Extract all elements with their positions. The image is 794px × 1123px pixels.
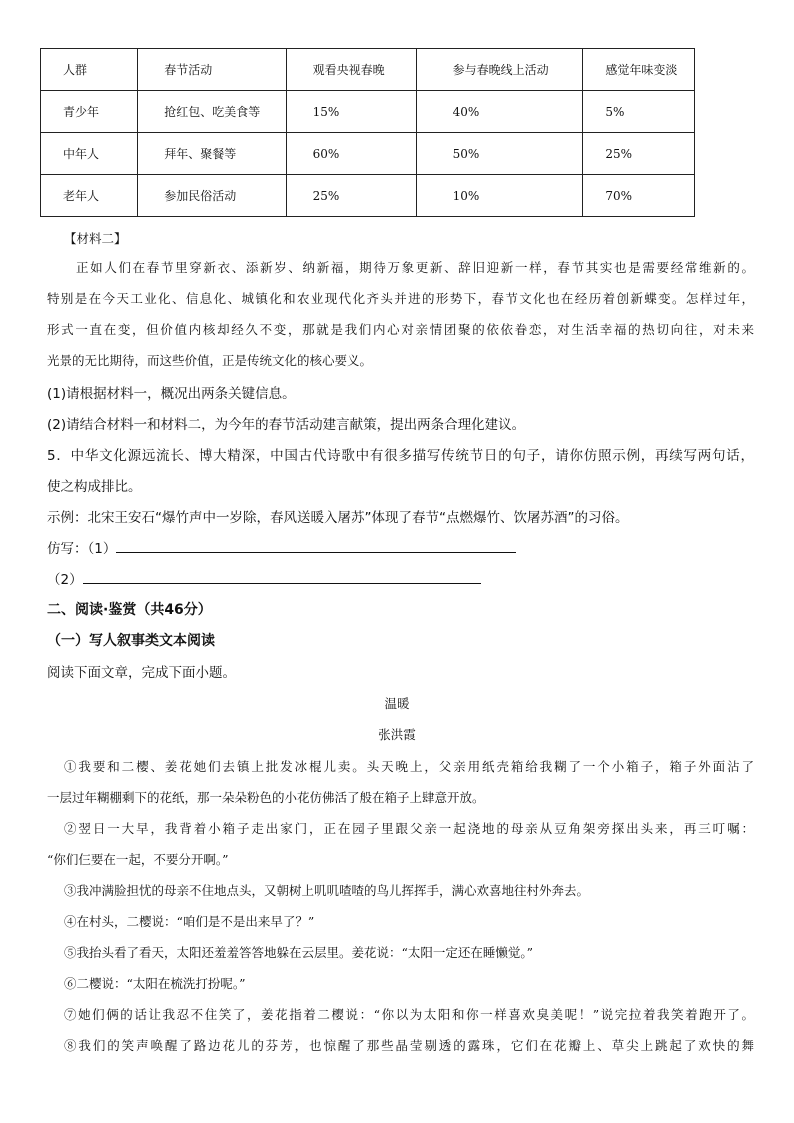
survey-table	[40, 48, 695, 217]
table-cell: 25%	[286, 175, 416, 217]
question-5-line-2: 使之构成排比。	[47, 479, 142, 495]
article-paragraph-7: ⑦她们俩的话让我忍不住笑了，姜花指着二樱说：“你以为太阳和你一样喜欢臭美呢！”说完拉着我笑着跑开了。	[64, 1007, 754, 1022]
table-cell: 5%	[583, 91, 695, 133]
article-paragraph-6: ⑥二樱说：“太阳在梳洗打扮呢。”	[64, 976, 246, 991]
material2-line-1: 正如人们在春节里穿新衣、添新岁、纳新福，期待万象更新、辞旧迎新一样，春节其实也是需要经常维新的。	[76, 260, 754, 275]
question-5-line-1: 5．中华文化源远流长、博大精深，中国古代诗歌中有很多描写传统节日的句子，请你仿照示例，再续写两句话，	[47, 448, 754, 464]
answer-blank-1[interactable]	[116, 540, 516, 553]
table-cell: 拜年、聚餐等	[138, 133, 286, 175]
table-row	[41, 91, 695, 133]
imitate-label: 仿写：（1）	[47, 541, 117, 557]
table-cell: 70%	[583, 175, 695, 217]
material2-heading: 【材料二】	[64, 231, 127, 246]
table-header-cell: 参与春晚线上活动	[416, 49, 583, 91]
article-title: 温暖	[384, 696, 410, 711]
table-header-cell: 人群	[41, 49, 138, 91]
material2-line-3: 形式一直在变，但价值内核却经久不变，那就是我们内心对亲情团聚的依依眷恋，对生活幸福的热切向往，对未来	[47, 322, 754, 337]
question-2: (2)请结合材料一和材料二，为今年的春节活动建言献策，提出两条合理化建议。	[47, 417, 526, 433]
table-row	[41, 175, 695, 217]
section-instruction: 阅读下面文章，完成下面小题。	[47, 665, 236, 681]
table-header-row	[41, 49, 695, 91]
imitate-row-2	[47, 568, 481, 588]
table-cell: 40%	[416, 91, 583, 133]
table-cell: 60%	[286, 133, 416, 175]
table-cell: 50%	[416, 133, 583, 175]
table-row	[41, 133, 695, 175]
material2-line-2: 特别是在今天工业化、信息化、城镇化和农业现代化齐头并进的形势下，春节文化也在经历着创新蝶变。怎样过年，	[47, 291, 754, 306]
table-header-cell: 观看央视春晚	[286, 49, 416, 91]
article-paragraph-4: ④在村头，二樱说：“咱们是不是出来早了？”	[64, 914, 315, 929]
material2-line-4: 光景的无比期待，而这些价值，正是传统文化的核心要义。	[47, 353, 373, 368]
question-1: (1)请根据材料一，概况出两条关键信息。	[47, 386, 296, 402]
section-subtitle: （一）写人叙事类文本阅读	[47, 633, 215, 649]
article-paragraph-3: ③我冲满脸担忧的母亲不住地点头，又朝树上叽叽喳喳的鸟儿挥挥手，满心欢喜地往村外奔去。	[64, 883, 590, 898]
imitate-row-1	[47, 537, 516, 557]
blank-2-label: （2）	[47, 572, 83, 588]
article-paragraph-2-line-1: ②翌日一大早，我背着小箱子走出家门，正在园子里跟父亲一起浇地的母亲从豆角架旁探出头来，再三叮嘱：	[64, 821, 754, 836]
table-cell: 老年人	[41, 175, 138, 217]
article-paragraph-5: ⑤我抬头看了看天，太阳还羞羞答答地躲在云层里。姜花说：“太阳一定还在睡懒觉。”	[64, 945, 534, 960]
example-text: 示例：北宋王安石“爆竹声中一岁除，春风送暖入屠苏”体现了春节“点燃爆竹、饮屠苏酒”的习俗。	[47, 510, 629, 526]
table-cell: 抢红包、吃美食等	[138, 91, 286, 133]
article-paragraph-2-line-2: “你们仨要在一起，不要分开啊。”	[47, 852, 229, 867]
table-header-cell: 感觉年味变淡	[583, 49, 695, 91]
section-title: 二、阅读·鉴赏（共46分）	[47, 602, 212, 618]
table-cell: 参加民俗活动	[138, 175, 286, 217]
article-paragraph-1-line-1: ①我要和二樱、姜花她们去镇上批发冰棍儿卖。头天晚上，父亲用纸壳箱给我糊了一个小箱子，箱子外面沾了	[64, 759, 754, 774]
article-author: 张洪霞	[378, 727, 416, 742]
table-cell: 青少年	[41, 91, 138, 133]
table-cell: 25%	[583, 133, 695, 175]
table-cell: 中年人	[41, 133, 138, 175]
table-header-cell: 春节活动	[138, 49, 286, 91]
article-paragraph-8-line-1: ⑧我们的笑声唤醒了路边花儿的芬芳，也惊醒了那些晶莹剔透的露珠，它们在花瓣上、草尖上跳起了欢快的舞	[64, 1038, 754, 1053]
table-cell: 15%	[286, 91, 416, 133]
answer-blank-2[interactable]	[83, 571, 481, 584]
table-cell: 10%	[416, 175, 583, 217]
article-paragraph-1-line-2: 一层过年糊棚剩下的花纸，那一朵朵粉色的小花仿佛活了般在箱子上肆意开放。	[47, 790, 485, 805]
